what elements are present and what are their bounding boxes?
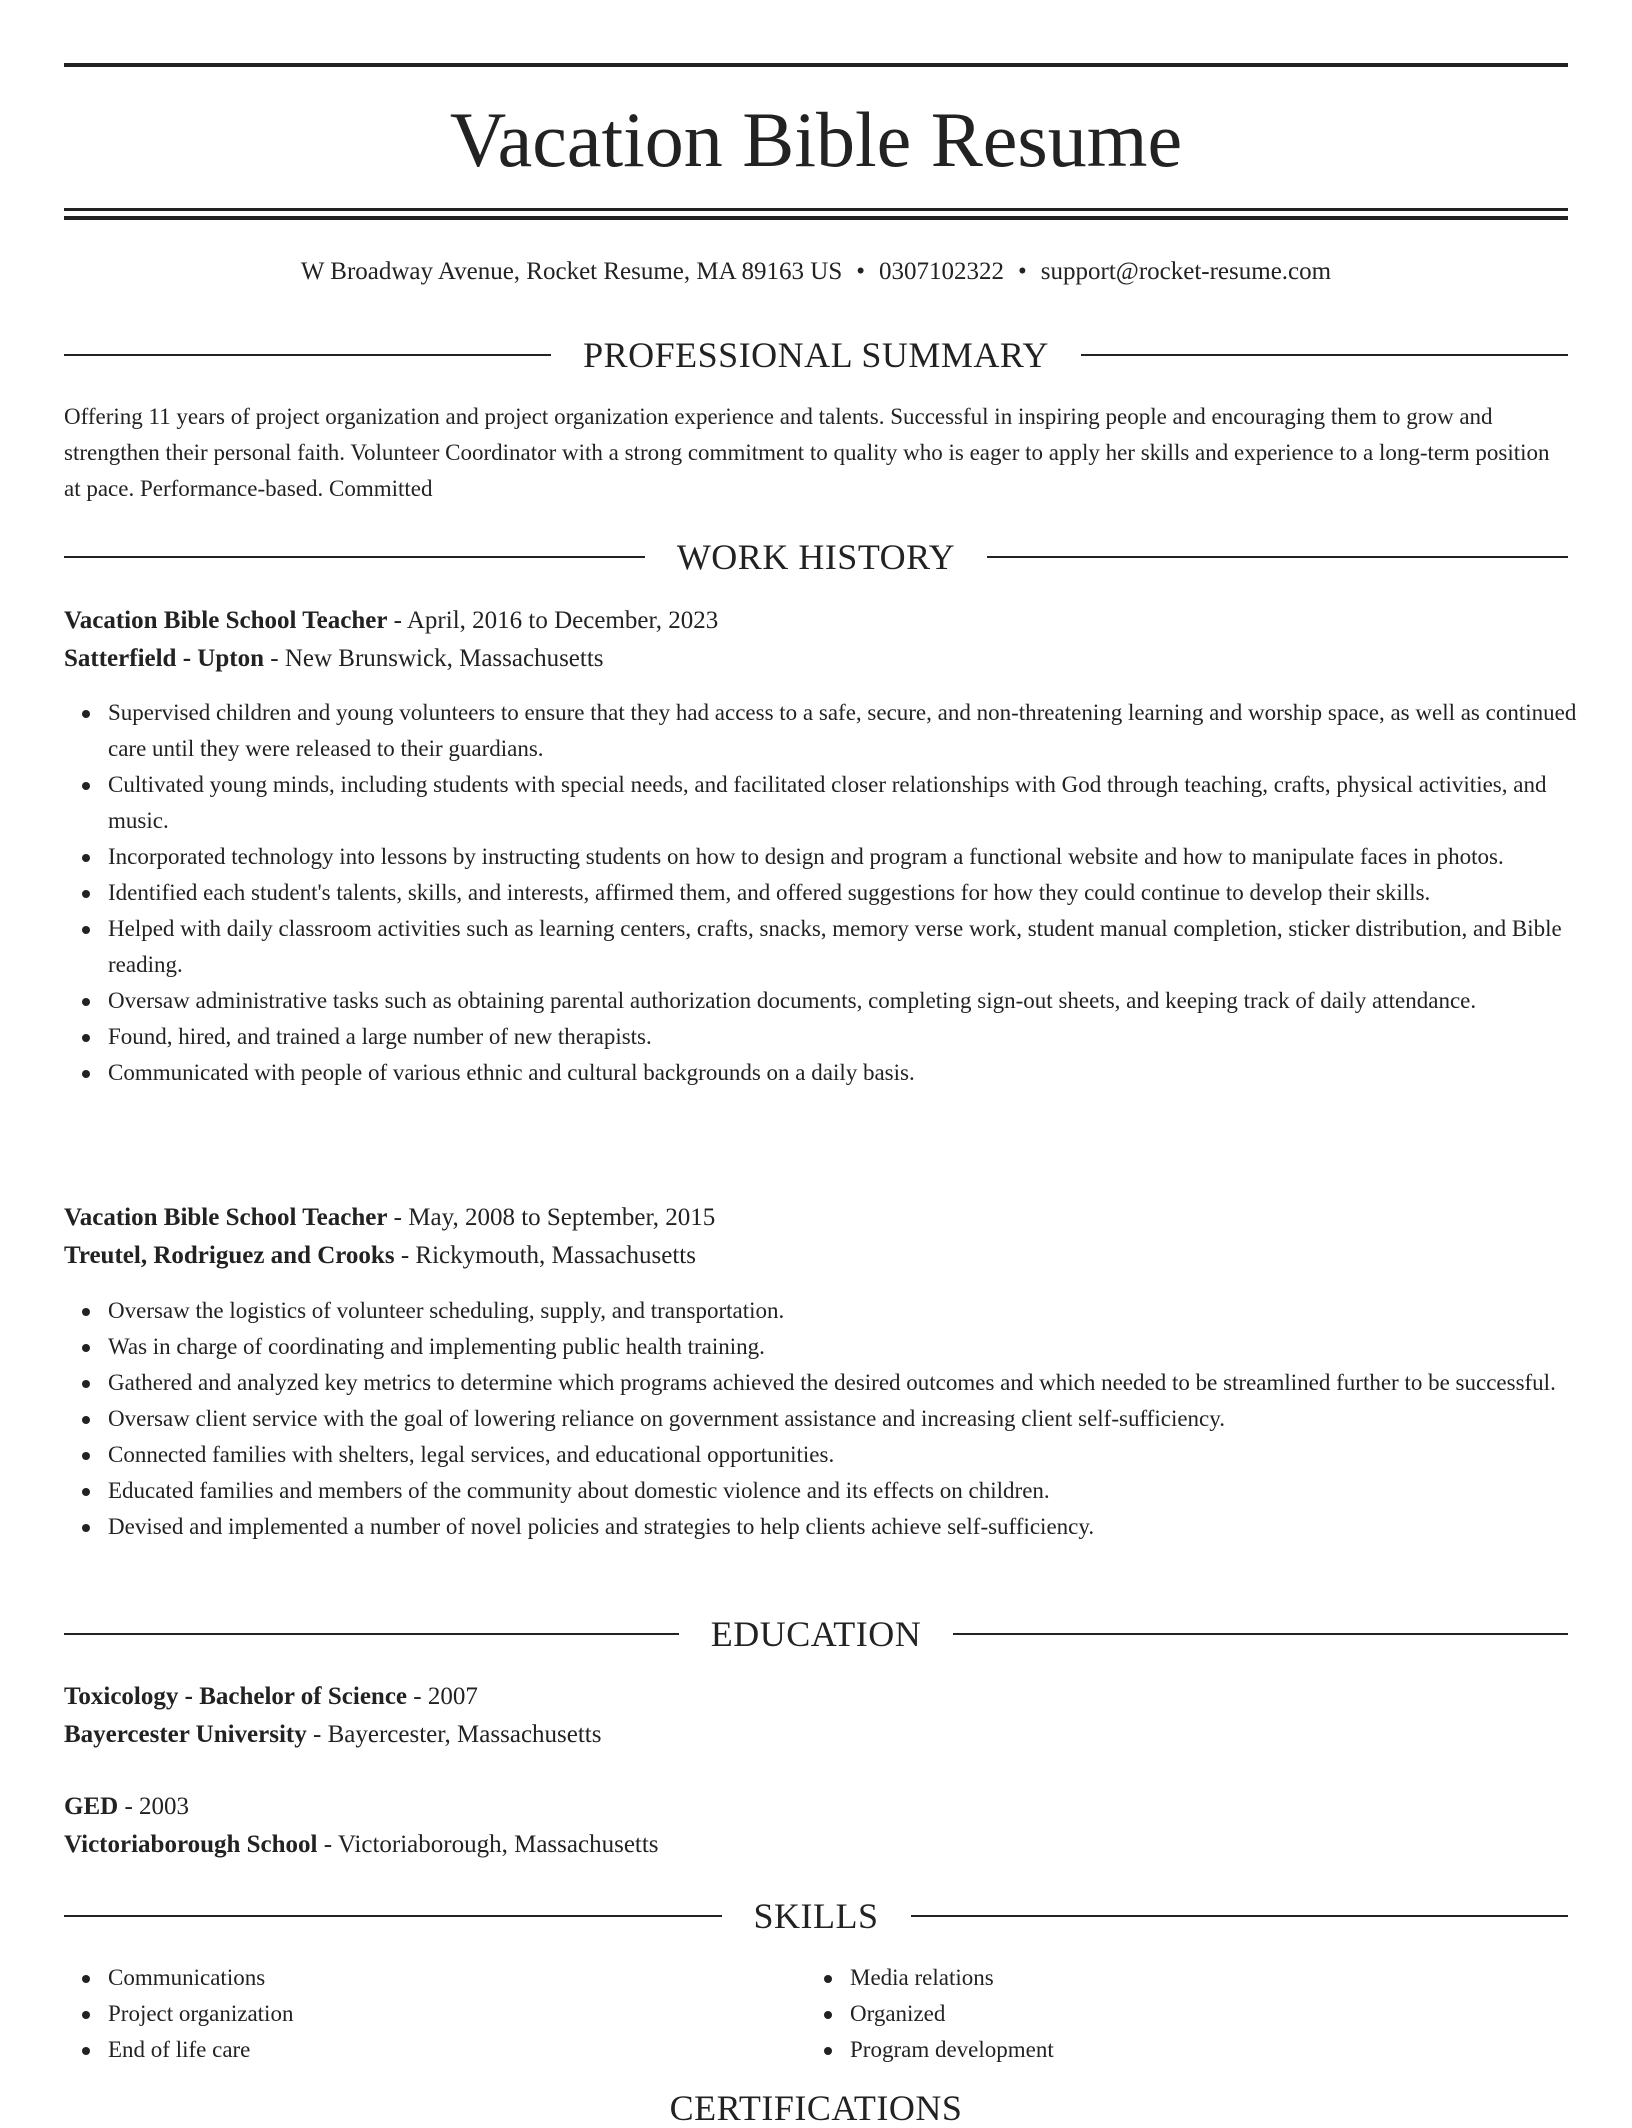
list-item: Identified each student's talents, skills, and interests, affirmed them, and offered suggestions for how they could continue to develop their skills. xyxy=(108,875,1612,911)
section-title: EDUCATION xyxy=(710,1614,922,1654)
separator-dot: • xyxy=(856,258,866,285)
list-item: Connected families with shelters, legal services, and educational opportunities. xyxy=(108,1437,1612,1473)
school-line xyxy=(64,1826,1568,1864)
list-item: Oversaw the logistics of volunteer scheduling, supply, and transportation. xyxy=(108,1293,1612,1329)
dash: - xyxy=(306,1721,328,1748)
job-bullets xyxy=(64,695,1612,1091)
job-dates: May, 2008 to September, 2015 xyxy=(408,1204,716,1231)
dash: - xyxy=(317,1831,338,1858)
heading-rule xyxy=(911,1915,1569,1917)
list-item: Found, hired, and trained a large number of new therapists. xyxy=(108,1019,1612,1055)
skill-item: End of life care xyxy=(108,2032,1612,2068)
job-location: New Brunswick, Massachusetts xyxy=(284,645,604,672)
job-title: Vacation Bible School Teacher xyxy=(64,1204,388,1231)
company-name: Treutel, Rodriguez and Crooks xyxy=(64,1242,395,1269)
heading-rule xyxy=(1081,354,1568,356)
list-item: Oversaw client service with the goal of lowering reliance on government assistance and increasing client self-sufficiency. xyxy=(108,1401,1612,1437)
section-title: CERTIFICATIONS xyxy=(669,2088,963,2128)
phone: 0307102322 xyxy=(879,258,1005,285)
job-title-line xyxy=(64,602,1568,640)
skill-item: Communications xyxy=(108,1960,1612,1996)
school-location: Bayercester, Massachusetts xyxy=(327,1721,602,1748)
job-company-line xyxy=(64,1237,1568,1275)
double-rule xyxy=(64,208,1568,220)
list-item: Communicated with people of various ethnic and cultural backgrounds on a daily basis. xyxy=(108,1055,1612,1091)
list-item: Oversaw administrative tasks such as obtaining parental authorization documents, completing sign-out sheets, and keeping track of daily attendance. xyxy=(108,983,1612,1019)
section-title: PROFESSIONAL SUMMARY xyxy=(583,335,1049,375)
contact-line xyxy=(64,254,1568,290)
job-title-line xyxy=(64,1199,1568,1237)
dash: - xyxy=(394,1242,416,1269)
dash: - xyxy=(118,1793,140,1820)
list-item: Supervised children and young volunteers to ensure that they had access to a safe, secure, and non-threatening learning and worship space, as well as continued care until they were released to their guardians. xyxy=(108,695,1612,767)
heading-rule xyxy=(64,1633,679,1635)
section-title: WORK HISTORY xyxy=(676,537,956,577)
skill-item: Program development xyxy=(850,2032,1632,2068)
job-company-line xyxy=(64,640,1568,678)
heading-rule xyxy=(953,1633,1568,1635)
section-heading-education xyxy=(64,1614,1568,1654)
dash: - xyxy=(407,1683,428,1710)
section-heading-work xyxy=(64,537,1568,577)
resume-name: Vacation Bible Resume xyxy=(449,96,1183,183)
degree-line xyxy=(64,1788,1568,1826)
list-item: Incorporated technology into lessons by instructing students on how to design and program a functional website and how to manipulate faces in photos. xyxy=(108,839,1612,875)
dash: - xyxy=(263,645,285,672)
top-rule xyxy=(64,63,1568,67)
school-location: Victoriaborough, Massachusetts xyxy=(337,1831,659,1858)
heading-rule xyxy=(987,556,1568,558)
company-name: Satterfield - Upton xyxy=(64,645,264,672)
section-heading-skills xyxy=(64,1896,1568,1936)
address: W Broadway Avenue, Rocket Resume, MA 89163 US xyxy=(300,258,843,285)
section-title: SKILLS xyxy=(753,1896,879,1936)
degree-year: 2007 xyxy=(427,1683,478,1710)
degree-year: 2003 xyxy=(139,1793,190,1820)
skill-item: Project organization xyxy=(108,1996,1612,2032)
heading-rule xyxy=(64,556,645,558)
heading-rule xyxy=(64,354,551,356)
degree: GED xyxy=(64,1793,119,1820)
skills-list-right xyxy=(806,1960,1632,2068)
list-item: Devised and implemented a number of novel policies and strategies to help clients achieve self-sufficiency. xyxy=(108,1509,1612,1545)
job-bullets xyxy=(64,1293,1612,1545)
summary-text: Offering 11 years of project organization and project organization experience and talents. Successful in inspiring people and encouraging them to grow and strengthen their personal faith. Volunteer Coordinator with a strong commitment to quality who is eager to apply her skills and experience to a long-term position at pace. Performance-based. Committed xyxy=(64,404,1550,501)
job-title: Vacation Bible School Teacher xyxy=(64,607,388,634)
school-name: Victoriaborough School xyxy=(64,1831,318,1858)
list-item: Helped with daily classroom activities such as learning centers, crafts, snacks, memory verse work, student manual completion, sticker distribution, and Bible reading. xyxy=(108,911,1612,983)
skill-item: Organized xyxy=(850,1996,1632,2032)
email-link[interactable]: support@rocket-resume.com xyxy=(1040,258,1332,285)
heading-rule xyxy=(64,1915,722,1917)
section-heading-certifications xyxy=(64,2088,1568,2128)
job-location: Rickymouth, Massachusetts xyxy=(415,1242,696,1269)
separator-dot: • xyxy=(1018,258,1027,285)
skill-item: Media relations xyxy=(850,1960,1632,1996)
school-line xyxy=(64,1716,1568,1754)
dash: - xyxy=(387,1204,409,1231)
list-item: Cultivated young minds, including students with special needs, and facilitated closer relationships with God through teaching, crafts, physical activities, and music. xyxy=(108,767,1612,839)
school-name: Bayercester University xyxy=(64,1721,307,1748)
degree-line xyxy=(64,1678,1568,1716)
list-item: Educated families and members of the community about domestic violence and its effects on children. xyxy=(108,1473,1612,1509)
section-heading-summary xyxy=(64,335,1568,375)
list-item: Was in charge of coordinating and implementing public health training. xyxy=(108,1329,1612,1365)
list-item: Gathered and analyzed key metrics to determine which programs achieved the desired outcomes and which needed to be streamlined further to be successful. xyxy=(108,1365,1612,1401)
dash: - xyxy=(387,607,407,634)
job-dates: April, 2016 to December, 2023 xyxy=(406,607,719,634)
degree: Toxicology - Bachelor of Science xyxy=(64,1683,408,1710)
